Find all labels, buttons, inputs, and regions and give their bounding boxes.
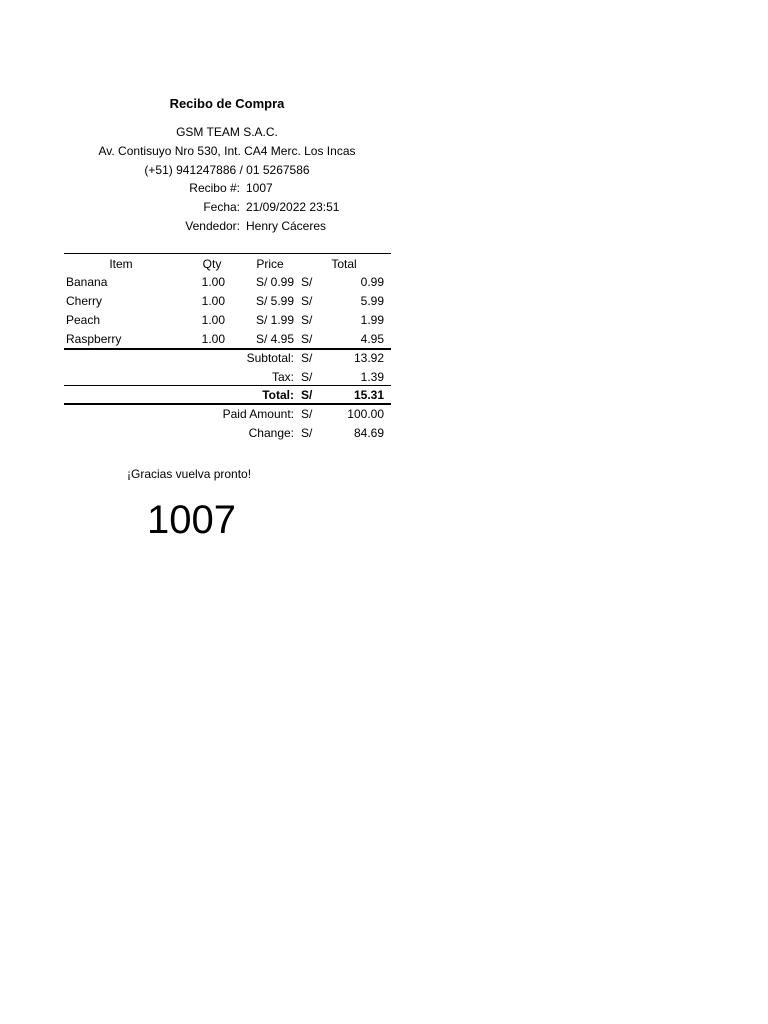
row-item: Cherry: [66, 294, 103, 308]
total-value: 15.31: [353, 388, 384, 402]
column-header-price: Price: [256, 257, 284, 271]
paid-amount-currency: S/: [301, 407, 313, 421]
tax-value: 1.39: [360, 370, 384, 384]
tax-label: Tax:: [271, 370, 294, 384]
receipt-title: Recibo de Compra: [169, 96, 285, 111]
tax-currency: S/: [301, 370, 313, 384]
row-total: 5.99: [360, 294, 384, 308]
row-qty: 1.00: [201, 275, 225, 289]
row-price: S/ 5.99: [255, 294, 294, 308]
total-currency: S/: [301, 388, 313, 402]
change-label: Change:: [248, 426, 294, 440]
table-top-rule: [64, 253, 391, 254]
column-header-total: Total: [331, 257, 357, 271]
row-total: 1.99: [360, 313, 384, 327]
thank-you-message: ¡Gracias vuelva pronto!: [127, 467, 252, 481]
company-phone: (+51) 941247886 / 01 5267586: [144, 163, 310, 177]
change-value: 84.69: [353, 426, 384, 440]
receipt-number-large: 1007: [147, 498, 236, 542]
seller-name: Henry Cáceres: [246, 219, 327, 233]
date-value: 21/09/2022 23:51: [246, 200, 340, 214]
company-address: Av. Contisuyo Nro 530, Int. CA4 Merc. Los Incas: [98, 144, 356, 158]
row-price: S/ 4.95: [255, 332, 294, 346]
row-currency: S/: [301, 313, 313, 327]
total-bottom-rule: [64, 403, 391, 405]
total-top-rule: [64, 385, 391, 386]
row-item: Raspberry: [66, 332, 122, 346]
company-name: GSM TEAM S.A.C.: [176, 125, 278, 139]
row-item: Banana: [66, 275, 108, 289]
subtotal-label: Subtotal:: [246, 351, 294, 365]
row-qty: 1.00: [201, 332, 225, 346]
row-currency: S/: [301, 275, 313, 289]
subtotal-currency: S/: [301, 351, 313, 365]
column-header-qty: Qty: [202, 257, 222, 271]
row-price: S/ 1.99: [255, 313, 294, 327]
row-qty: 1.00: [201, 294, 225, 308]
receipt-number-label: Recibo #:: [189, 181, 240, 195]
seller-label: Vendedor:: [185, 219, 240, 233]
row-price: S/ 0.99: [255, 275, 294, 289]
receipt-number: 1007: [246, 181, 273, 195]
row-total: 4.95: [360, 332, 384, 346]
row-currency: S/: [301, 294, 313, 308]
paid-amount-value: 100.00: [347, 407, 384, 421]
row-qty: 1.00: [201, 313, 225, 327]
subtotal-value: 13.92: [353, 351, 384, 365]
row-total: 0.99: [360, 275, 384, 289]
paid-amount-label: Paid Amount:: [222, 407, 294, 421]
change-currency: S/: [301, 426, 313, 440]
column-header-item: Item: [109, 257, 133, 271]
date-label: Fecha:: [203, 200, 240, 214]
row-item: Peach: [66, 313, 101, 327]
total-label: Total:: [262, 388, 294, 402]
row-currency: S/: [301, 332, 313, 346]
